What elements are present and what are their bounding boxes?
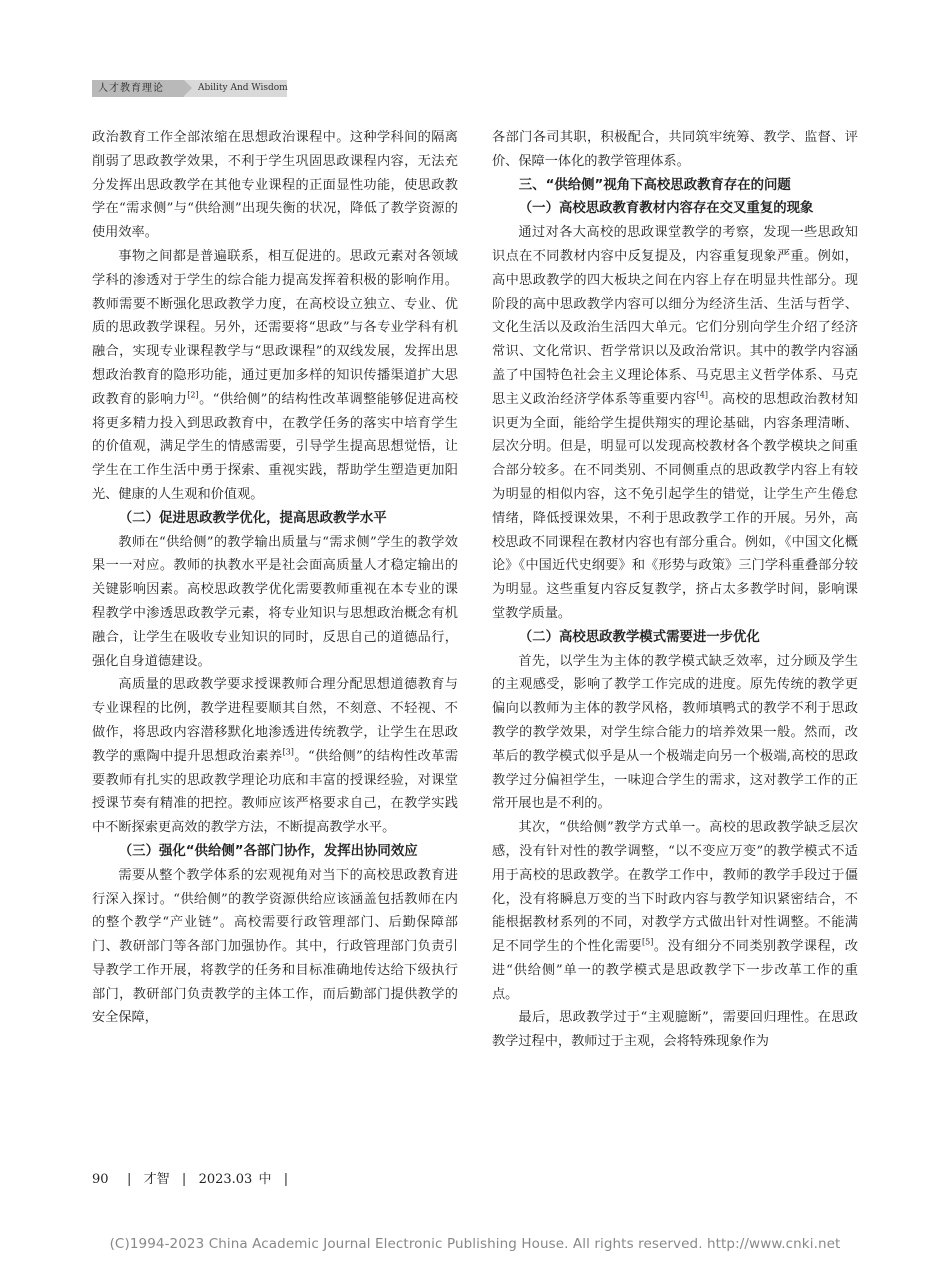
citation-ref: [3] [282,747,294,757]
header-section-tag: 人才教育理论 [92,80,184,97]
paragraph-text: 通过对各大高校的思政课堂教学的考察，发现一些思政知识点在不同教材内容中反复提及，内容重复现象严重。例如，高中思政教学的四大板块之间在内容上存在明显共性部分。现阶段的高中思政教学内容可以细分为经济生活、生活与哲学、文化生活以及政治生活四大单元。它们分别向学生介绍了经济常识、文化常识、哲学常识以及政治常识。其中的教学内容涵盖了中国特色社会主义理论体系、马克思主义哲学体系、马克思主义政治经济学体系等重要内容 [492,225,858,407]
subsection-heading: （二）高校思政教学模式需要进一步优化 [518,629,760,645]
paragraph: 各部门各司其职，积极配合，共同筑牢统筹、教学、监督、评价、保障一体化的教学管理体系。 [492,130,858,169]
section-heading: 三、“供给侧”视角下高校思政教育存在的问题 [518,177,791,193]
paragraph-text: 。“供给侧”的结构性改革需要教师有扎实的思政教学理论功底和丰富的授课经验，对课堂授课节奏有精准的把控。教师应该严格要求自己，在教学实践中不断探索更高效的教学方法，不断提高教学水平。 [92,748,459,836]
paragraph: 教师在“供给侧”的教学输出质量与“需求侧”学生的教学效果一一对应。教师的执教水平是社会面高质量人才稳定输出的关键影响因素。高校思政教学优化需要教师重视在本专业的课程教学中渗透思政教学元素，将专业知识与思想政治概念有机融合，让学生在吸收专业知识的同时，反思自己的道德品行，强化自身道德建设。 [92,534,458,669]
paragraph-text: 高质量的思政教学要求授课教师合理分配思想道德教育与专业课程的比例，教学进程要顺其自然，不刻意、不轻视、不做作，将思政内容潜移默化地渗透进传统教学，让学生在思政教学的熏陶中提升思想政治素养 [92,677,458,764]
paragraph: 需要从整个教学体系的宏观视角对当下的高校思政教育进行深入探讨。“供给侧”的教学资源供给应该涵盖包括教师在内的整个教学“产业链”。高校需要行政管理部门、后勤保障部门、教研部门等各部门加强协作。其中，行政管理部门负责引导教学工作开展，将教学的任务和目标准确地传达给下级执行部门，教研部门负责教学的主体工作，而后勤部门提供教学的安全保障， [92,867,458,1026]
footer-separator: | [277,1172,289,1187]
paragraph [92,245,458,507]
subsection-heading: （二）促进思政教学优化，提高思政教学水平 [118,510,387,526]
paragraph-text: 其次，“供给侧”教学方式单一。高校的思政教学缺乏层次感，没有针对性的教学调整，“以不变应万变”的教学模式不适用于高校的思政教学。在教学工作中，教师的教学手段过于僵化，没有将瞬息万变的当下时政内容与教学知识紧密结合，不能根据教材系列的不同，对教学方式做出针对性调整。不能满足不同学生的个性化需要 [492,820,858,955]
page-footer [92,1168,288,1187]
citation-ref: [5] [642,937,654,947]
paragraph: 首先，以学生为主体的教学模式缺乏效率，过分顾及学生的主观感受，影响了教学工作完成的进度。原先传统的教学更偏向以教师为主体的教学风格，教师填鸭式的教学不利于思政教学的教学效果，对学生综合能力的培养效果一般。然而，改革后的教学模式似乎是从一个极端走向另一个极端,高校的思政教学过分偏袒学生，一味迎合学生的需求，这对教学工作的正常开展也是不利的。 [492,653,858,812]
paragraph: 政治教育工作全部浓缩在思想政治课程中。这种学科间的隔离削弱了思政教学效果，不利于学生巩固思政课程内容，无法充分发挥出思政教学在其他专业课程的正面显性功能，使思政教学在“需求侧”与“供给测”出现失衡的状况，降低了教学资源的使用效率。 [92,130,458,241]
issue-label: 2023.03 中 [198,1172,272,1187]
footer-separator: | [114,1172,138,1187]
right-column [492,126,858,1054]
paragraph: 最后，思政教学过于“主观臆断”，需要回归理性。在思政教学过程中，教师过于主观，会将特殊现象作为 [492,1010,858,1050]
header-subtitle: Ability And Wisdom [198,83,288,93]
paragraph [92,673,458,840]
subsection-heading: （三）强化“供给侧”各部门协作，发挥出协同效应 [118,843,418,859]
paragraph [492,221,858,626]
page-number: 90 [92,1172,109,1187]
citation-ref: [4] [696,390,708,400]
journal-name: 才智 [143,1172,170,1187]
left-column [92,126,458,1030]
paragraph-text: 。没有细分不同类别教学课程，改进“供给侧”单一的教学模式是思政教学下一步改革工作的重点。 [492,939,858,1002]
citation-ref: [2] [187,390,199,400]
paragraph [492,816,858,1006]
paragraph-text: 。“供给侧”的结构性改革调整能够促进高校将更多精力投入到思政教育中，在教学任务的落实中培育学生的价值观，满足学生的情感需要，引导学生提高思想觉悟，让学生在工作生活中勇于探索、重视实践，帮助学生塑造更加阳光、健康的人生观和价值观。 [92,391,459,502]
subsection-heading: （一）高校思政教育教材内容存在交叉重复的现象 [518,201,814,217]
footer-separator: | [175,1172,193,1187]
paragraph-text: 。高校的思想政治教材知识更为全面，能给学生提供翔实的理论基础，内容条理清晰、层次分明。但是，明显可以发现高校教材各个教学模块之间重合部分较多。在不同类别、不同侧重点的思政教学内容上有较为明显的相似内容，这不免引起学生的错觉，让学生产生倦怠情绪，降低授课效果，不利于思政教学工作的开展。另外，高校思政不同课程在教材内容也有部分重合。例如，《中国文化概论》《中国近代史纲要》和《形势与政策》三门学科重叠部分较为明显。这些重复内容反复教学，挤占太多教学时间，影响课堂教学质量。 [492,391,858,621]
copyright-notice: (C)1994-2023 China Academic Journal Electronic Publishing House. All rights reserved. http://www.cnki.net [109,1236,841,1252]
paragraph-text: 事物之间都是普遍联系，相互促进的。思政元素对各领域学科的渗透对于学生的综合能力提高发挥着积极的影响作用。教师需要不断强化思政教学力度，在高校设立独立、专业、优质的思政教学课程。另外，还需要将“思政”与各专业学科有机融合，实现专业课程教学与“思政课程”的双线发展，发挥出思想政治教育的隐形功能，通过更加多样的知识传播渠道扩大思政教育的影响力 [92,248,458,407]
